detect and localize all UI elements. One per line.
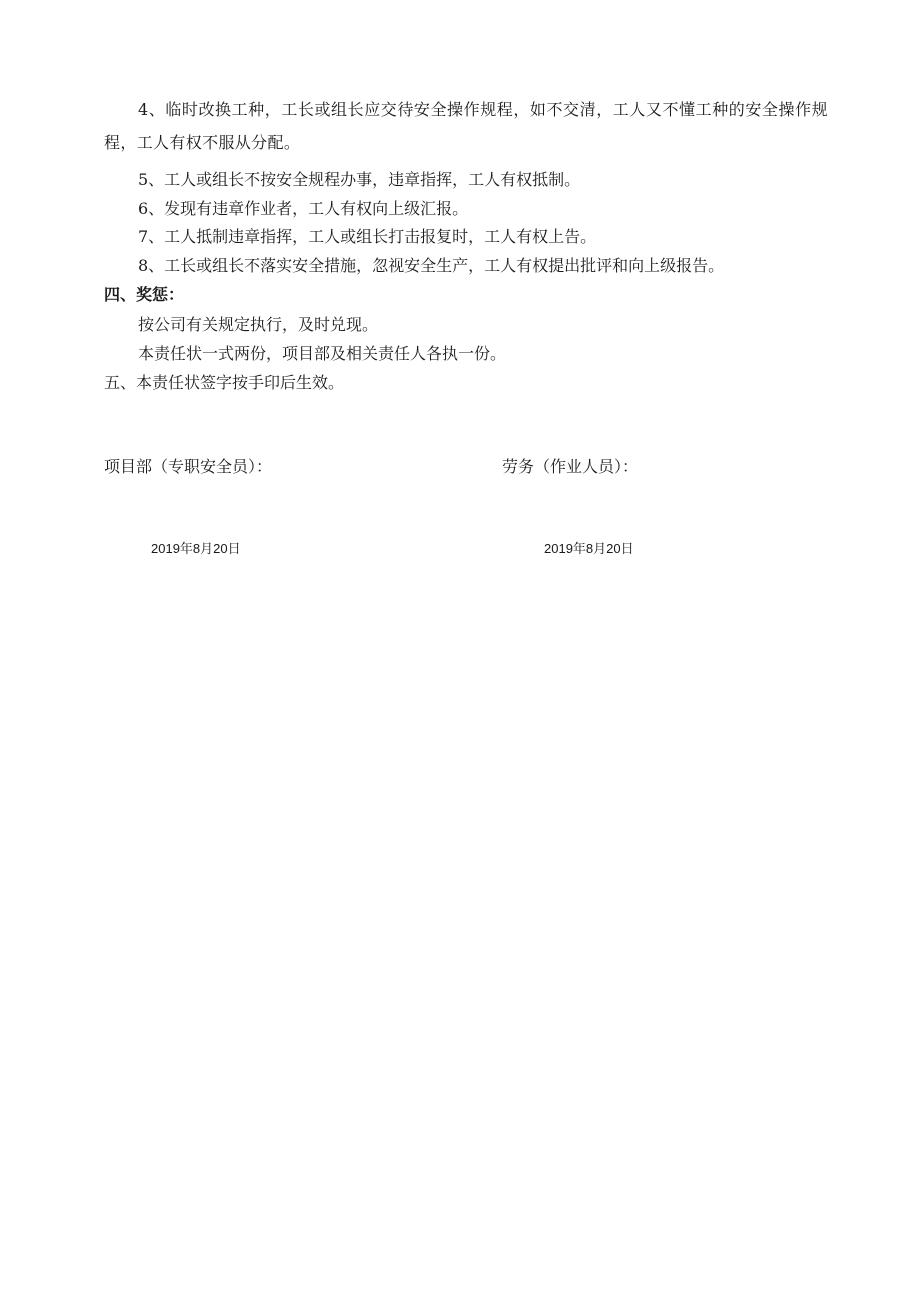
signature-right-label: 劳务（作业人员）： [502,457,639,476]
signature-right-date: 2019年8月20日 [544,541,634,556]
signature-left-label: 项目部（专职安全员）： [104,457,273,476]
clause-7: 7、工人抵制违章指挥，工人或组长打击报复时，工人有权上告。 [138,227,597,246]
clause-6: 6、发现有违章作业者，工人有权向上级汇报。 [138,199,469,218]
section-4-line-2: 本责任状一式两份，项目部及相关责任人各执一份。 [138,344,507,363]
clause-8: 8、工长或组长不落实安全措施，忽视安全生产，工人有权提出批评和向上级报告。 [138,256,725,275]
clause-4: 4、临时改换工种，工长或组长应交待安全操作规程，如不交清，工人又不懂工种的安全操作规程，工人有权不服从分配。 [104,100,828,152]
section-4-heading: 四、奖惩： [104,285,185,304]
clause-5: 5、工人或组长不按安全规程办事，违章指挥，工人有权抵制。 [138,170,581,189]
section-5-text: 五、本责任状签字按手印后生效。 [104,373,345,392]
section-4-line-1: 按公司有关规定执行，及时兑现。 [138,315,379,334]
signature-left-date: 2019年8月20日 [151,541,241,556]
